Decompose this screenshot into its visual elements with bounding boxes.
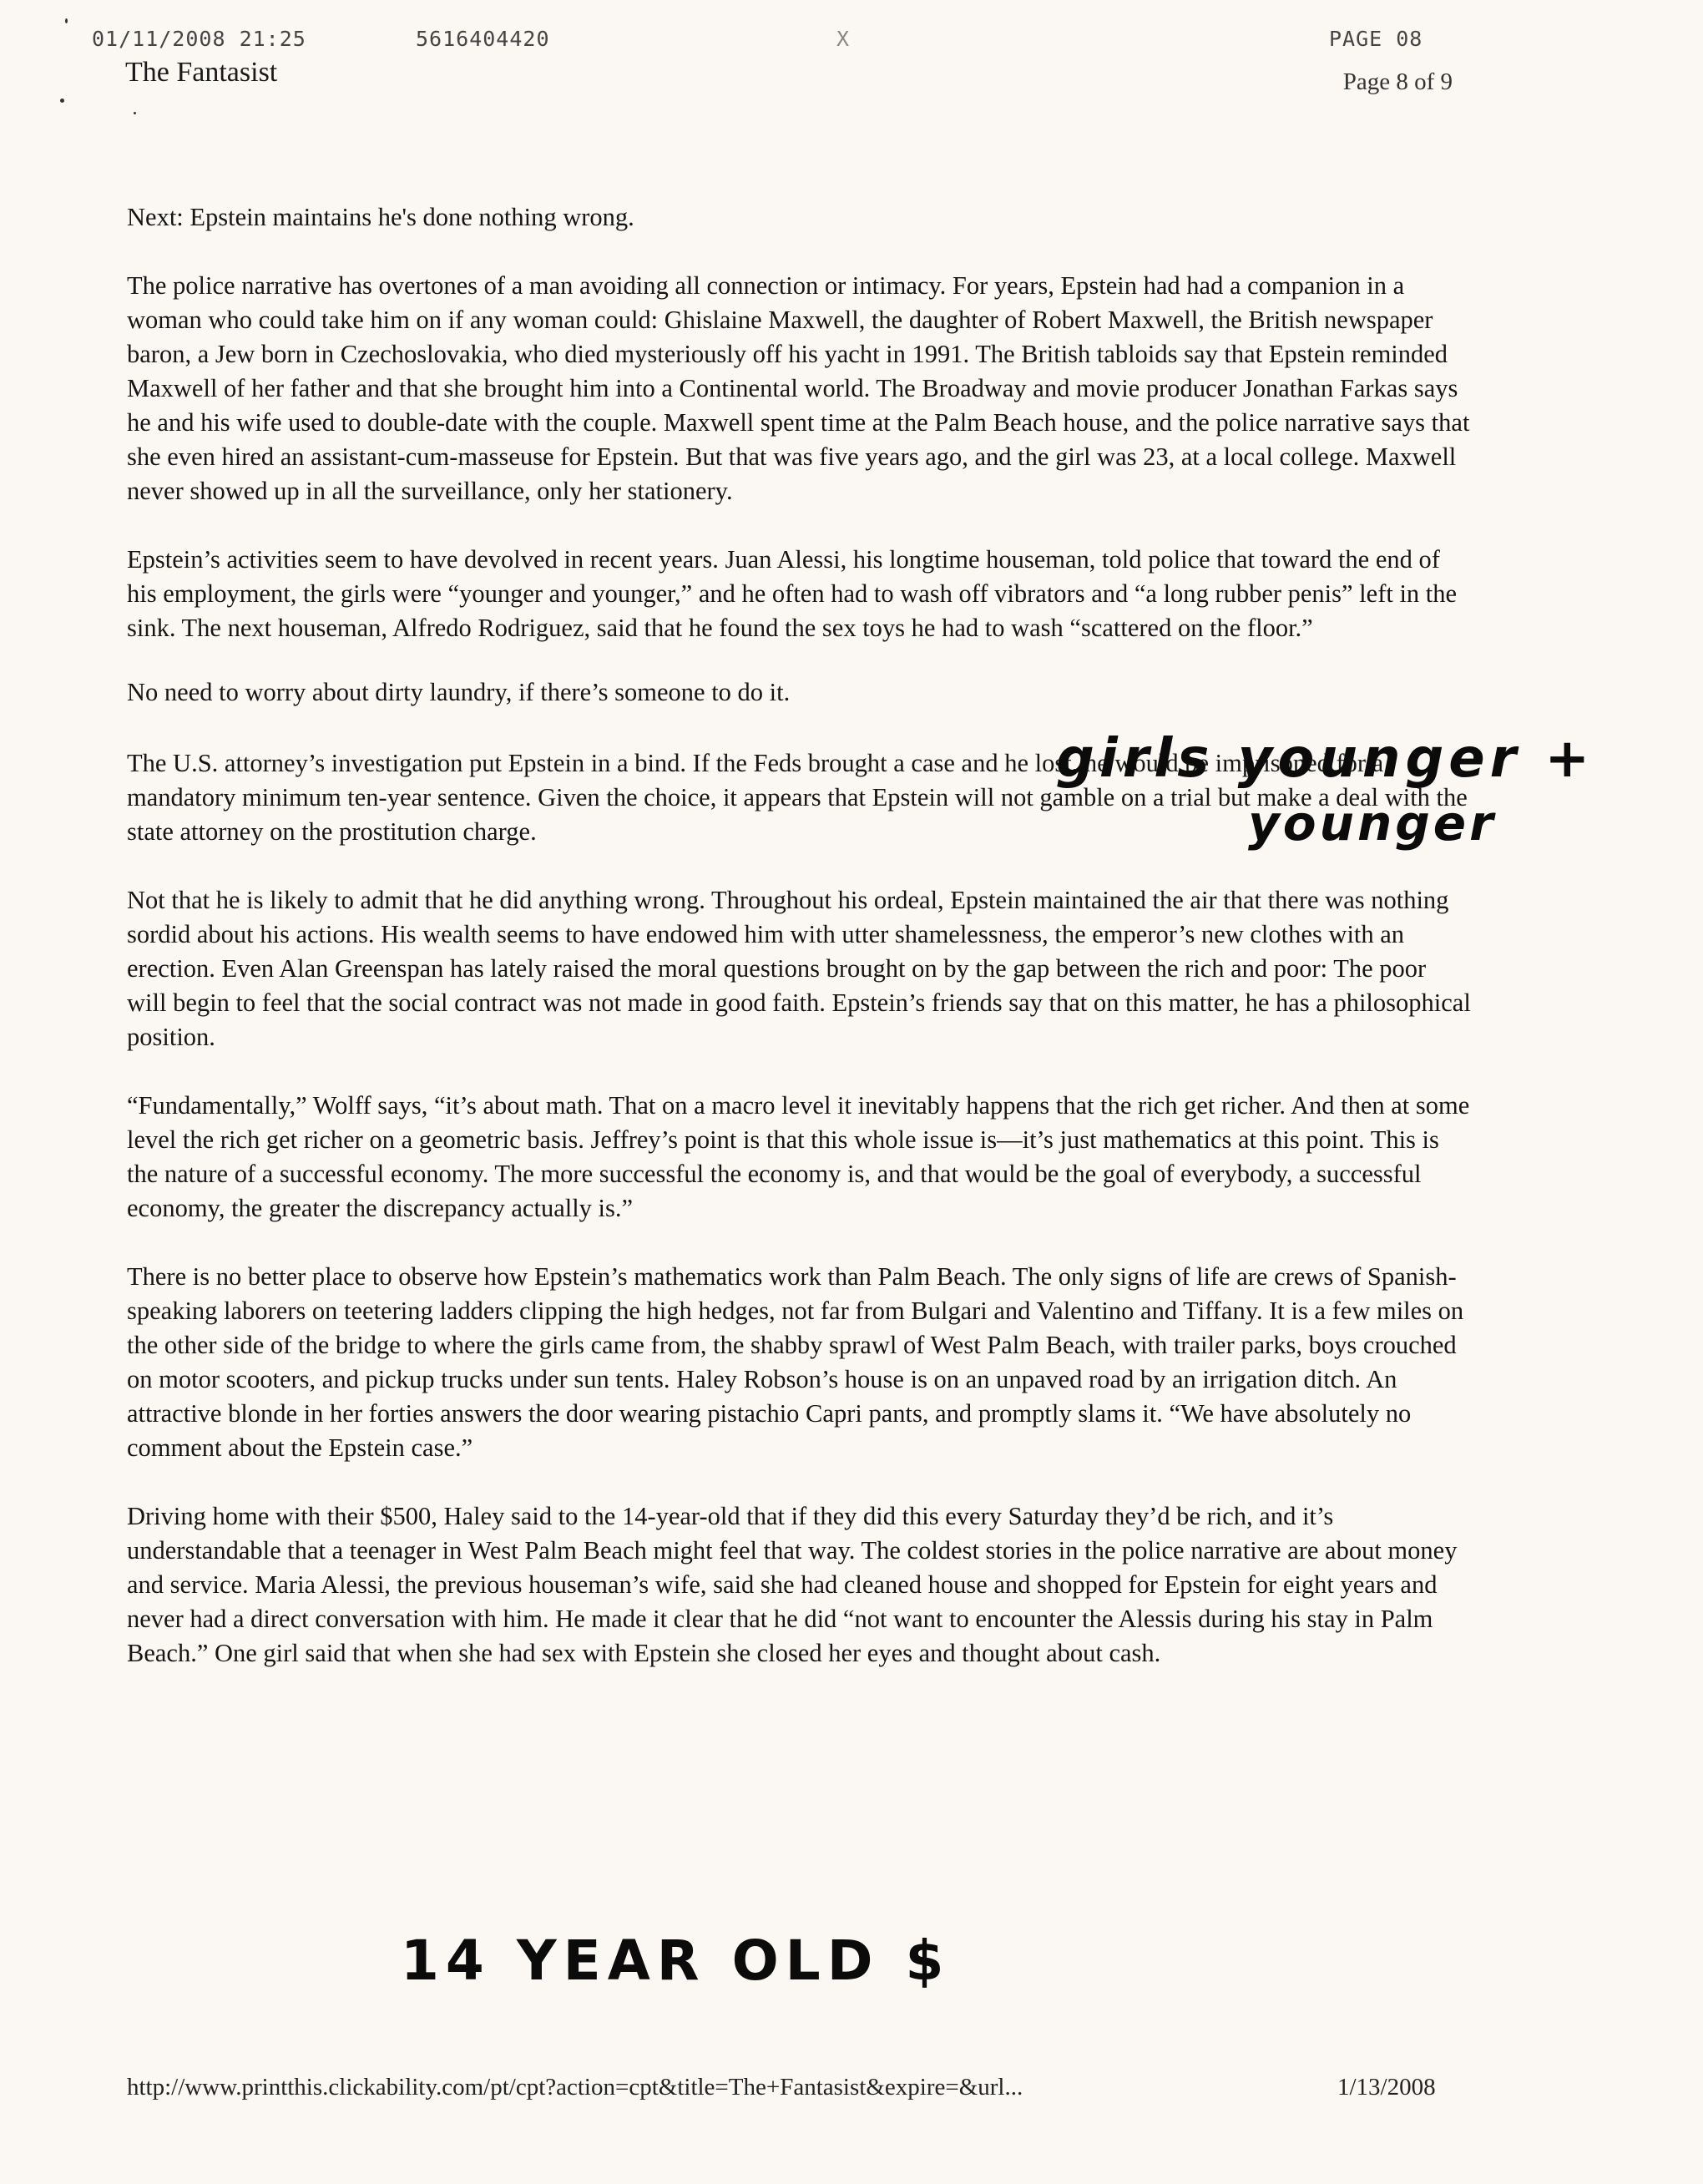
article-paragraph: The U.S. attorney’s investigation put Epstein in a bind. If the Feds brought a case and he lost, he would be imprisoned for a mandatory minimum ten-year sentence. Given the choice, it appears that Epstein will not gamble on a trial but make a deal with the state attorney on the prostitution charge.	[127, 749, 1468, 846]
fax-mark: X	[836, 27, 851, 51]
fax-datetime: 01/11/2008 21:25	[92, 27, 306, 51]
article-paragraph: No need to worry about dirty laundry, if there’s someone to do it.	[127, 678, 791, 706]
print-header-title: The Fantasist	[125, 57, 278, 88]
article-paragraph: The police narrative has overtones of a man avoiding all connection or intimacy. For years, Epstein had had a companion in a woman who could take him on if any woman could: Ghislaine Maxwell, the daughter of Robert Maxwell, the British newspaper baron, a Jew born in Czechoslovakia, who died mysteriously off his yacht in 1991. The British tabloids say that Epstein reminded Maxwell of her father and that she brought him into a Continental world. The Broadway and movie producer Jonathan Farkas says he and his wife used to double-date with the couple. Maxwell spent time at the Palm Beach house, and the police narrative says that she even hired an assistant-cum-masseuse for Epstein. But that was five years ago, and the girl was 23, at a local college. Maxwell never showed up in all the surveillance, only her stationery.	[127, 271, 1470, 505]
handwritten-note-14-year-old: 14 YEAR OLD $	[401, 1929, 951, 1993]
article-paragraph: There is no better place to observe how Epstein’s mathematics work than Palm Beach. The only signs of life are crews of Spanish-speaking laborers on teetering ladders clipping the high hedges, not far from Bulgari and Valentino and Tiffany. It is a few miles on the other side of the bridge to where the girls came from, the shabby sprawl of West Palm Beach, with trailer parks, boys crouched on motor scooters, and pickup trucks under sun tents. Haley Robson’s house is on an unpaved road by an irrigation ditch. An attractive blonde in her forties answers the door wearing pistachio Capri pants, and promptly slams it. “We have absolutely no comment about the Epstein case.”	[127, 1262, 1464, 1462]
print-header-page-number: Page 8 of 9	[1342, 68, 1453, 95]
article-paragraph: “Fundamentally,” Wolff says, “it’s about math. That on a macro level it inevitably happens that the rich get richer. And then at some level the rich get richer on a geometric basis. Jeffrey’s point is that this whole issue is—it’s just mathematics at this point. This is the nature of a successful economy. The more successful the economy is, and that would be the goal of everybody, a successful economy, the greater the discrepancy actually is.”	[127, 1091, 1470, 1222]
article-paragraph: Driving home with their $500, Haley said to the 14-year-old that if they did this every Saturday they’d be rich, and it’s understandable that a teenager in West Palm Beach might feel that way. The coldest stories in the police narrative are about money and service. Maria Alessi, the previous houseman’s wife, said she had cleaned house and shopped for Epstein for eight years and never had a direct conversation with him. He made it clear that he did “not want to encounter the Alessis during his stay in Palm Beach.” One girl said that when she had sex with Epstein she closed her eyes and thought about cash.	[127, 1502, 1458, 1667]
scan-speck	[134, 112, 136, 114]
article-paragraph: Next: Epstein maintains he's done nothing wrong.	[127, 203, 634, 231]
article-body	[127, 200, 1471, 1705]
footer-url: http://www.printthis.clickability.com/pt/cpt?action=cpt&title=The+Fantasist&expire=&url...	[127, 2074, 1023, 2101]
article-paragraph: Not that he is likely to admit that he did anything wrong. Throughout his ordeal, Epstein maintained the air that there was nothing sordid about his actions. His wealth seems to have endowed him with utter shamelessness, the emperor’s new clothes with an erection. Even Alan Greenspan has lately raised the moral questions brought on by the gap between the rich and poor: The poor will begin to feel that the social contract was not made in good faith. Epstein’s friends say that on this matter, he has a philosophical position.	[127, 886, 1471, 1051]
article-paragraph: Epstein’s activities seem to have devolved in recent years. Juan Alessi, his longtime houseman, told police that toward the end of his employment, the girls were “younger and younger,” and he often had to wash off vibrators and “a long rubber penis” left in the sink. The next houseman, Alfredo Rodriguez, said that he found the sex toys he had to wash “scattered on the floor.”	[127, 545, 1458, 642]
fax-phone-number: 5616404420	[416, 27, 550, 51]
fax-page-label: PAGE 08	[1329, 27, 1423, 51]
footer-date: 1/13/2008	[1337, 2074, 1436, 2101]
handwritten-note-girls-younger: girls younger +	[1056, 728, 1595, 790]
scan-speck	[60, 99, 64, 103]
scan-speck	[65, 18, 68, 23]
handwritten-note-younger: younger	[1248, 795, 1497, 852]
